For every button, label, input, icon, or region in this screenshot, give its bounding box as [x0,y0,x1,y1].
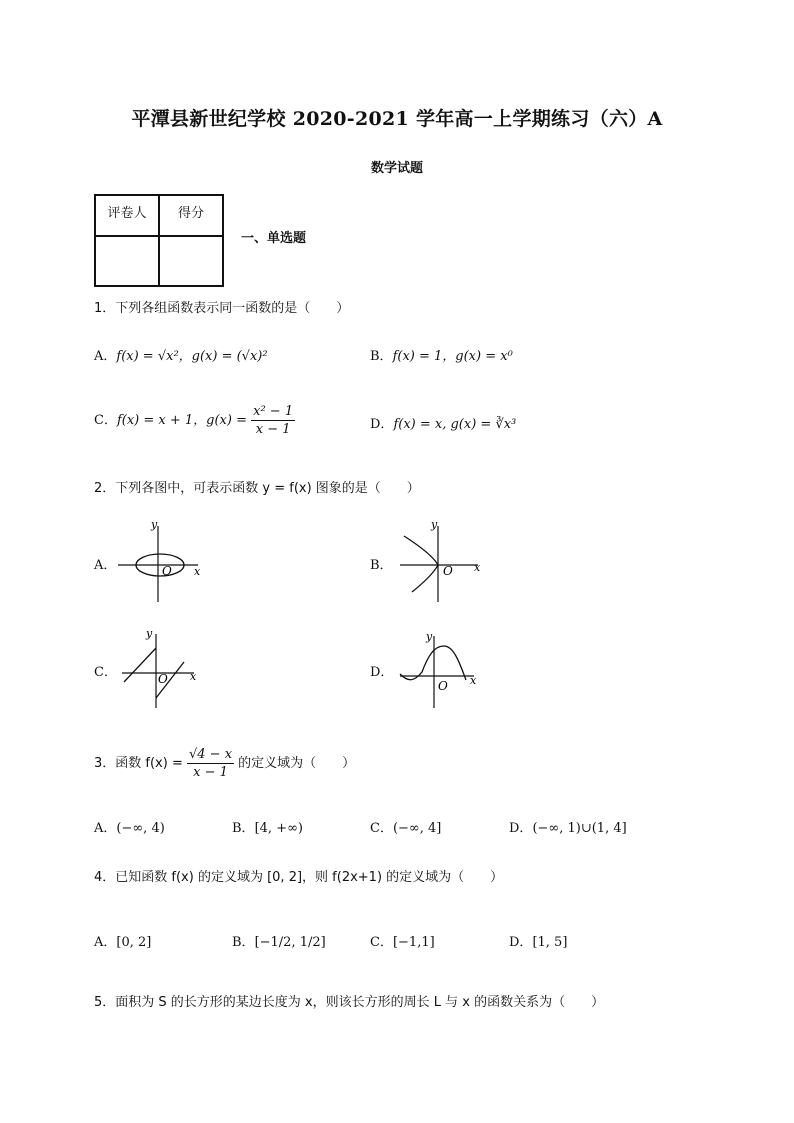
question-3-option-a [94,817,165,836]
option-label: D． [509,821,533,836]
question-2-option-c-label: C． [94,665,117,680]
option-label: C． [370,935,393,950]
option-label: A． [94,821,117,836]
option-text: (−∞, 4) [116,821,165,836]
option-label: D． [370,417,394,432]
question-4-option-c [370,931,435,950]
fraction-numerator: x² − 1 [253,404,294,419]
wave-curve [400,646,466,680]
question-3-option-b [232,817,303,836]
option-text: (−∞, 4] [392,821,442,836]
question-3-stem [94,746,355,781]
option-label: A． [94,935,117,950]
score-table-score-header: 得分 [159,195,223,236]
score-table-score-cell [159,236,223,286]
x-axis-label: x [474,561,481,574]
origin-label: O [158,672,168,686]
graph-d [398,628,488,710]
question-1-option-d [370,413,516,432]
y-axis-label: y [426,630,433,643]
line-left [124,648,156,682]
fraction [187,746,234,781]
question-4-option-d [509,931,567,950]
question-1-option-a [94,345,268,364]
option-text: [−1/2, 1/2] [254,935,326,950]
option-label: A． [94,349,117,364]
option-text: f(x) = x + 1，g(x) = [116,413,252,428]
origin-label: O [162,564,172,578]
graph-c [118,628,208,710]
y-axis-label: y [151,518,158,531]
option-text: [0, 2] [116,935,152,950]
option-text: [4, +∞) [254,821,303,836]
option-label: B． [232,821,255,836]
question-2-option-d-label: D． [370,665,394,680]
question-1-stem: 1．下列各组函数表示同一函数的是（ ） [94,301,350,316]
y-axis-label: y [431,518,438,531]
fraction-numerator: √4 − x [188,747,233,762]
option-label: D． [509,935,533,950]
question-3-option-d [509,817,627,836]
question-1-option-c [94,403,295,438]
option-text: [1, 5] [532,935,568,950]
origin-label: O [438,679,448,693]
option-label: B． [370,349,393,364]
option-label: C． [370,821,393,836]
question-4-stem: 4．已知函数 f(x) 的定义域为 [0, 2]，则 f(2x+1) 的定义域为（ ） [94,870,504,885]
sideways-parabola [404,536,438,592]
fraction [251,403,295,438]
stem-text: 3．函数 f(x) = [94,756,187,771]
score-table [94,194,224,287]
question-1-option-b [370,345,513,364]
section-title: 一、单选题 [241,231,307,246]
option-text: (−∞, 1)∪(1, 4] [532,821,627,836]
x-axis-label: x [190,670,197,683]
fraction-denominator: x − 1 [255,422,291,437]
page-title: 平潭县新世纪学校 2020-2021 学年高一上学期练习（六）A [131,108,663,130]
option-label: B． [232,935,255,950]
fraction-denominator: x − 1 [193,765,228,780]
question-4-option-b [232,931,326,950]
question-2-stem: 2．下列各图中，可表示函数 y = f(x) 图象的是（ ） [94,481,420,496]
question-2-option-a-label: A． [94,558,117,573]
origin-label: O [443,564,453,578]
option-text: [−1,1] [392,935,435,950]
question-2-option-b-label: B． [370,558,393,573]
score-table-grader-cell [95,236,159,286]
option-text: f(x) = 1，g(x) = x⁰ [392,349,513,364]
question-4-option-a [94,931,151,950]
y-axis-label: y [146,627,153,640]
question-3-option-c [370,817,441,836]
score-table-grader-header: 评卷人 [95,195,159,236]
graph-a [118,520,208,602]
question-5-stem: 5．面积为 S 的长方形的某边长度为 x，则该长方形的周长 L 与 x 的函数关系为（ ） [94,995,605,1010]
option-label: C． [94,413,117,428]
stem-text: 的定义域为（ ） [234,756,356,771]
page-subtitle: 数学试题 [370,161,423,176]
option-text: f(x) = x, g(x) = ∛x³ [393,417,517,432]
graph-b [398,520,488,602]
x-axis-label: x [470,674,477,687]
x-axis-label: x [194,565,201,578]
option-text: f(x) = √x²，g(x) = (√x)² [116,349,268,364]
